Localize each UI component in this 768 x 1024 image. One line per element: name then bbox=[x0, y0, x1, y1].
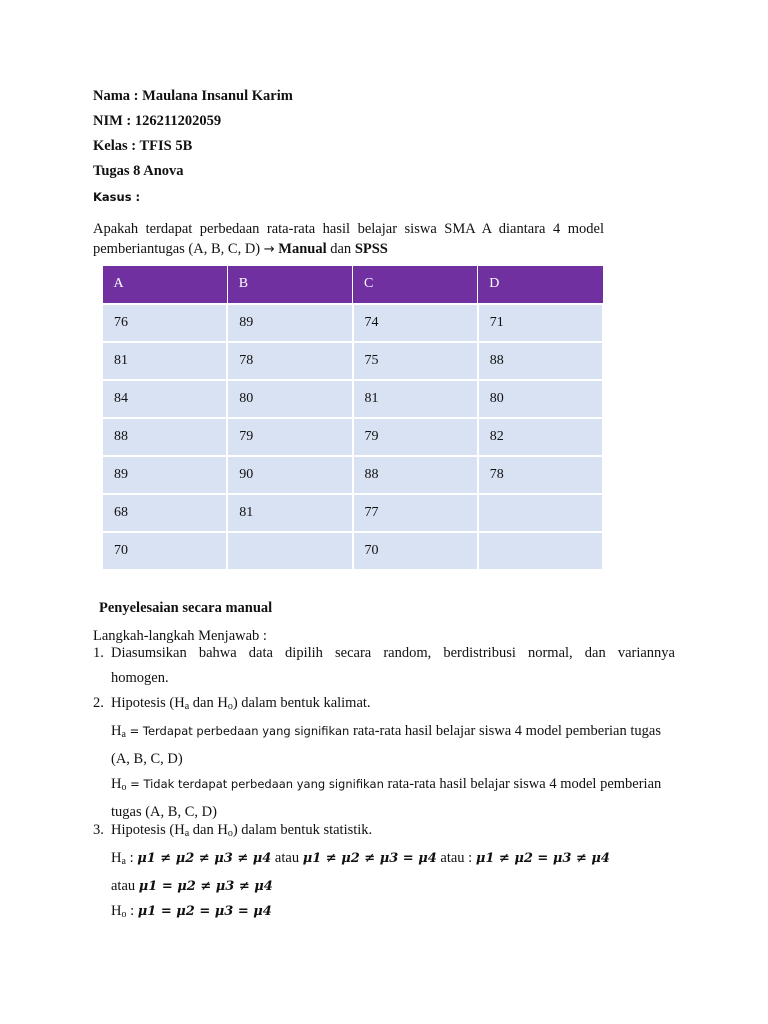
ho-equation: μ1 = μ2 = μ3 = μ4 bbox=[137, 904, 272, 919]
table-cell bbox=[478, 494, 603, 532]
case-label: Kasus : bbox=[93, 190, 141, 204]
case-question bbox=[93, 219, 604, 260]
ha-sentence: $H_a$ = Terdapat perbedaan yang signifikan rata-rata hasil belajar siswa 4 model pemberian tugas bbox=[111, 723, 661, 740]
table-row bbox=[102, 494, 603, 532]
table-cell: 80 bbox=[478, 380, 603, 418]
ho-sentence: $H_o$ = Tidak terdapat perbedaan yang signifikan rata-rata hasil belajar siswa 4 model pemberian bbox=[111, 776, 662, 793]
column-header-d: D bbox=[478, 266, 603, 304]
table-cell: 81 bbox=[102, 342, 227, 380]
table-cell: 89 bbox=[102, 456, 227, 494]
data-table bbox=[101, 265, 604, 571]
table-cell: 88 bbox=[353, 456, 478, 494]
step-1: 1. Diasumsikan bahwa data dipilih secara random, berdistribusi normal, dan variannya homogen. bbox=[93, 641, 675, 691]
question-line-1: Apakah terdapat perbedaan rata-rata hasil belajar siswa SMA A diantara 4 model bbox=[93, 221, 604, 237]
table-cell: 81 bbox=[353, 380, 478, 418]
section-title: Penyelesaian secara manual bbox=[99, 600, 273, 616]
step-2: 2. Hipotesis ($H_a$ dan $H_o$) dalam bentuk kalimat. $H_a$ = Terdapat perbedaan yang signifikan rata-rata hasil belajar siswa 4 model pemberian tugas (A, B, C, D) $H_o$ = Tidak terdapat perbedaan yang signifikan rata-rata hasil belajar siswa 4 model pemberian tugas (A, B, C, D) bbox=[93, 691, 675, 825]
ha-equation-3: μ1 ≠ μ2 = μ3 ≠ μ4 bbox=[475, 851, 610, 866]
table-row bbox=[102, 418, 603, 456]
table-row bbox=[102, 342, 603, 380]
table-cell: 75 bbox=[353, 342, 478, 380]
student-nim: NIM : 126211202059 bbox=[93, 113, 222, 129]
spss-label: SPSS bbox=[354, 241, 388, 257]
table-cell bbox=[478, 532, 603, 570]
ha-sentence-line-2: (A, B, C, D) bbox=[111, 751, 183, 767]
table-cell: 74 bbox=[353, 304, 478, 342]
table-cell: 80 bbox=[227, 380, 352, 418]
step-1-line-2: homogen. bbox=[111, 670, 169, 686]
step-3-title: Hipotesis ($H_a$ dan $H_o$) dalam bentuk statistik. bbox=[111, 822, 373, 839]
question-line-2: pemberiantugas (A, B, C, D) → Manual dan SPSS bbox=[93, 241, 388, 257]
table-cell: 78 bbox=[478, 456, 603, 494]
table-row bbox=[102, 380, 603, 418]
table-cell: 70 bbox=[353, 532, 478, 570]
table-row bbox=[102, 456, 603, 494]
table-cell: 89 bbox=[227, 304, 352, 342]
table-cell: 78 bbox=[227, 342, 352, 380]
steps-heading: Langkah-langkah Menjawab : bbox=[93, 628, 267, 644]
student-name: Nama : Maulana Insanul Karim bbox=[93, 88, 293, 104]
ha-equation-2: μ1 ≠ μ2 ≠ μ3 = μ4 bbox=[302, 851, 437, 866]
student-class: Kelas : TFIS 5B bbox=[93, 138, 193, 154]
table-row bbox=[102, 532, 603, 570]
table-cell: 71 bbox=[478, 304, 603, 342]
column-header-c: C bbox=[353, 266, 478, 304]
ha-statistic-line-2: atau μ1 = μ2 ≠ μ3 ≠ μ4 bbox=[111, 878, 273, 894]
table-cell: 88 bbox=[478, 342, 603, 380]
table-cell: 77 bbox=[353, 494, 478, 532]
table-cell: 70 bbox=[102, 532, 227, 570]
ha-statistic: $H_a$ : μ1 ≠ μ2 ≠ μ3 ≠ μ4 atau μ1 ≠ μ2 ≠ μ3 = μ4 atau : μ1 ≠ μ2 = μ3 ≠ μ4 bbox=[111, 850, 610, 867]
table-cell: 84 bbox=[102, 380, 227, 418]
table-cell: 81 bbox=[227, 494, 352, 532]
ho-sentence-line-2: tugas (A, B, C, D) bbox=[111, 804, 217, 820]
arrow-right-icon: → bbox=[263, 242, 275, 257]
manual-label: Manual bbox=[278, 241, 327, 257]
assignment-title: Tugas 8 Anova bbox=[93, 163, 184, 179]
step-3: 3. Hipotesis ($H_a$ dan $H_o$) dalam bentuk statistik. $H_a$ : μ1 ≠ μ2 ≠ μ3 ≠ μ4 atau μ1 ≠ μ2 ≠ μ3 = μ4 atau : μ1 ≠ μ2 = μ3 ≠ μ4 atau μ1 = μ2 ≠ μ3 ≠ μ4 $H_o$ : μ1 = μ2 = μ3 = μ4 bbox=[93, 818, 675, 927]
table-cell: 79 bbox=[227, 418, 352, 456]
table-cell: 79 bbox=[353, 418, 478, 456]
table-cell: 88 bbox=[102, 418, 227, 456]
table-cell bbox=[227, 532, 352, 570]
table-cell: 90 bbox=[227, 456, 352, 494]
ho-emphasis: Tidak terdapat perbedaan yang signifikan bbox=[143, 777, 384, 791]
column-header-b: B bbox=[227, 266, 352, 304]
ha-equation-1: μ1 ≠ μ2 ≠ μ3 ≠ μ4 bbox=[137, 851, 272, 866]
table-row bbox=[102, 304, 603, 342]
table-cell: 76 bbox=[102, 304, 227, 342]
table-header-row bbox=[102, 266, 603, 304]
ho-statistic: $H_o$ : μ1 = μ2 = μ3 = μ4 bbox=[111, 903, 272, 920]
table-cell: 82 bbox=[478, 418, 603, 456]
ha-equation-4: μ1 = μ2 ≠ μ3 ≠ μ4 bbox=[138, 879, 273, 894]
step-1-line-1: Diasumsikan bahwa data dipilih secara random, berdistribusi normal, dan variannya bbox=[111, 645, 675, 661]
step-2-title: Hipotesis ($H_a$ dan $H_o$) dalam bentuk kalimat. bbox=[111, 695, 371, 712]
table-cell: 68 bbox=[102, 494, 227, 532]
column-header-a: A bbox=[102, 266, 227, 304]
ha-emphasis: Terdapat perbedaan yang signifikan bbox=[142, 724, 350, 738]
